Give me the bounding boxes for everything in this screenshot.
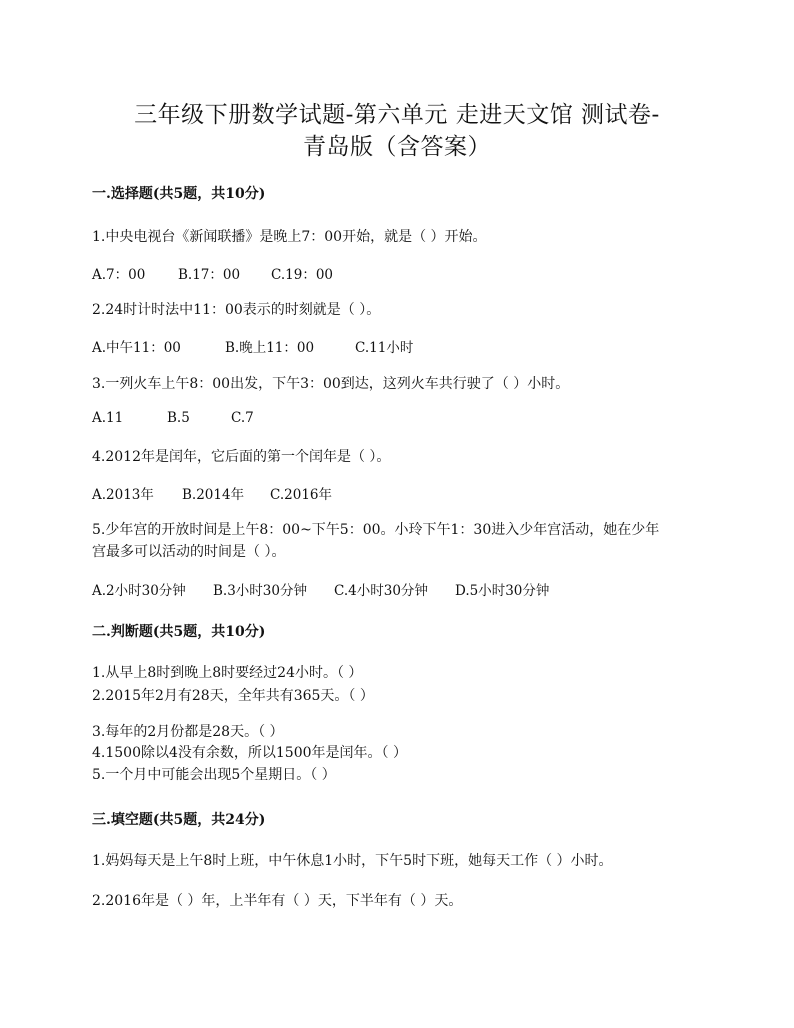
option-a: A.11 bbox=[92, 410, 124, 426]
question-2: 2.24时计时法中11：00表示的时刻就是（ ）。 bbox=[92, 302, 381, 318]
fill-item-2: 2.2016年是（ ）年，上半年有（ ）天，下半年有（ ）天。 bbox=[92, 893, 463, 909]
question-1: 1.中央电视台《新闻联播》是晚上7：00开始，就是（ ）开始。 bbox=[92, 229, 487, 245]
option-a: A.中午11：00 bbox=[92, 340, 181, 356]
option-c: C.4小时30分钟 bbox=[334, 583, 428, 599]
judgment-item-5: 5.一个月中可能会出现5个星期日。（ ） bbox=[92, 767, 336, 783]
option-b: B.3小时30分钟 bbox=[213, 583, 307, 599]
document-title-line2: 青岛版（含答案） bbox=[303, 134, 491, 160]
document-title-line1: 三年级下册数学试题-第六单元 走进天文馆 测试卷- bbox=[134, 102, 660, 128]
judgment-item-2: 2.2015年2月有28天，全年共有365天。（ ） bbox=[92, 688, 374, 704]
question-5-line2: 宫最多可以活动的时间是（ ）。 bbox=[92, 544, 286, 560]
option-c: C.2016年 bbox=[270, 487, 332, 503]
question-2-options bbox=[92, 336, 413, 356]
option-b: B.17：00 bbox=[178, 267, 241, 283]
option-b: B.5 bbox=[167, 410, 190, 426]
question-3: 3.一列火车上午8：00出发，下午3：00到达，这列火车共行驶了（ ）小时。 bbox=[92, 376, 570, 392]
question-1-options bbox=[92, 263, 333, 283]
judgment-item-4: 4.1500除以4没有余数，所以1500年是闰年。（ ） bbox=[92, 745, 407, 761]
judgment-item-3: 3.每年的2月份都是28天。（ ） bbox=[92, 724, 284, 740]
option-b: B.2014年 bbox=[182, 487, 245, 503]
option-a: A.2小时30分钟 bbox=[92, 583, 186, 599]
question-5-line1: 5.少年宫的开放时间是上午8：00~下午5：00。小玲下午1：30进入少年宫活动，她在少年 bbox=[92, 522, 660, 538]
section-heading-fill-blank: 三.填空题(共5题，共24分) bbox=[92, 812, 266, 828]
option-d: D.5小时30分钟 bbox=[455, 583, 550, 599]
question-4: 4.2012年是闰年，它后面的第一个闰年是（ ）。 bbox=[92, 449, 391, 465]
option-b: B.晚上11：00 bbox=[225, 340, 315, 356]
judgment-item-1: 1.从早上8时到晚上8时要经过24小时。（ ） bbox=[92, 665, 363, 681]
question-3-options bbox=[92, 410, 254, 426]
option-a: A.2013年 bbox=[92, 487, 154, 503]
fill-item-1: 1.妈妈每天是上午8时上班，中午休息1小时，下午5时下班，她每天工作（ ）小时。 bbox=[92, 853, 613, 869]
question-5-options bbox=[92, 579, 549, 599]
option-a: A.7：00 bbox=[92, 267, 146, 283]
option-c: C.7 bbox=[231, 410, 254, 426]
option-c: C.11小时 bbox=[355, 340, 414, 356]
section-heading-choice: 一.选择题(共5题，共10分) bbox=[92, 186, 266, 202]
question-4-options bbox=[92, 483, 332, 503]
option-c: C.19：00 bbox=[271, 267, 333, 283]
section-heading-judgment: 二.判断题(共5题，共10分) bbox=[92, 624, 266, 640]
